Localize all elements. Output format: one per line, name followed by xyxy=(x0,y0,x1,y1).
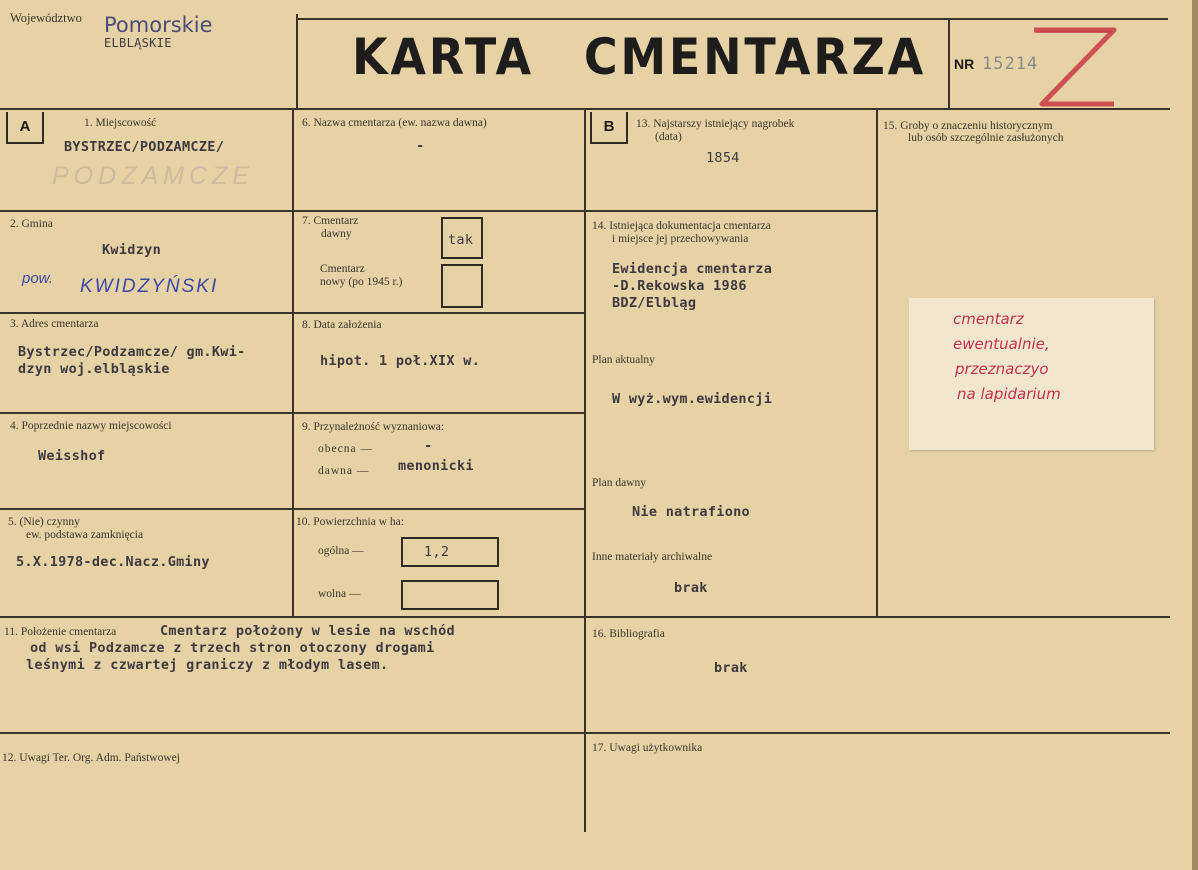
z-stamp-icon xyxy=(1030,24,1118,112)
plan-aktualny-label: Plan aktualny xyxy=(592,354,655,366)
handwritten-note xyxy=(909,298,1154,450)
field-2-handwritten-prefix: pow. xyxy=(22,270,53,287)
field-9-obecna-label: obecna — xyxy=(318,443,373,455)
wojewodztwo-typed: ELBLĄSKIE xyxy=(104,36,172,50)
field-7-label: 7. Cmentarz xyxy=(302,215,359,227)
wojewodztwo-value: Pomorskie xyxy=(104,13,213,37)
rule xyxy=(0,616,1170,618)
rule xyxy=(0,312,584,314)
field-10-wolna-box xyxy=(401,580,499,610)
field-14-sublabel: i miejsce jej przechowywania xyxy=(612,233,749,245)
field-6-value: - xyxy=(416,138,425,154)
field-11-value-line3: leśnymi z czwartej graniczy z młodym lasem. xyxy=(26,657,389,673)
field-5-value: 5.X.1978-dec.Nacz.Gminy xyxy=(16,554,210,570)
field-13-value: 1854 xyxy=(706,150,740,166)
section-a-marker: A xyxy=(6,112,44,144)
field-4-label: 4. Poprzednie nazwy miejscowości xyxy=(10,420,172,432)
rule xyxy=(298,18,1168,20)
field-10-ogolna-box xyxy=(401,537,499,567)
rule xyxy=(296,14,298,110)
field-12-label: 12. Uwagi Ter. Org. Adm. Państwowej xyxy=(2,752,180,764)
field-9-dawna-value: menonicki xyxy=(398,458,474,474)
field-14-value-line3: BDZ/Elbląg xyxy=(612,295,697,311)
note-line-2: ewentualnie, xyxy=(953,335,1050,353)
field-11-value-line1: Cmentarz położony w lesie na wschód xyxy=(160,623,455,639)
field-14-value-line1: Ewidencja cmentarza xyxy=(612,261,773,277)
field-16-value: brak xyxy=(714,660,748,676)
field-8-label: 8. Data założenia xyxy=(302,319,382,331)
note-line-4: na lapidarium xyxy=(957,385,1061,403)
card-edge xyxy=(1192,0,1198,870)
rule xyxy=(584,108,586,832)
field-10-wolna-label: wolna — xyxy=(318,588,361,600)
field-15-sublabel: lub osób szczególnie zasłużonych xyxy=(908,132,1064,144)
field-16-label: 16. Bibliografia xyxy=(592,628,665,640)
plan-dawny-label: Plan dawny xyxy=(592,477,646,489)
rule xyxy=(876,108,878,618)
field-1-label: 1. Miejscowość xyxy=(84,117,157,129)
rule xyxy=(0,732,1170,734)
field-7-dawny-value: tak xyxy=(448,232,474,248)
field-2-handwritten-value: KWIDZYŃSKI xyxy=(80,276,219,297)
inne-materialy-label: Inne materiały archiwalne xyxy=(592,551,713,563)
rule xyxy=(0,412,584,414)
field-5-sublabel: ew. podstawa zamknięcia xyxy=(26,529,144,541)
plan-aktualny-value: W wyż.wym.ewidencji xyxy=(612,391,773,407)
nr-label: NR xyxy=(954,56,975,72)
note-line-3: przeznaczyo xyxy=(955,360,1049,378)
field-10-ogolna-label: ogólna — xyxy=(318,545,364,557)
field-3-value-line1: Bystrzec/Podzamcze/ gm.Kwi- xyxy=(18,344,246,360)
rule xyxy=(0,508,584,510)
field-5-label: 5. (Nie) czynny xyxy=(8,516,80,528)
wojewodztwo-label: Województwo xyxy=(10,11,82,25)
field-10-ogolna-value: 1,2 xyxy=(424,544,450,560)
field-13-sublabel: (data) xyxy=(655,131,682,143)
field-7-nowy-sublabel: nowy (po 1945 r.) xyxy=(320,276,403,288)
field-2-value: Kwidzyn xyxy=(102,242,161,258)
field-9-obecna-value: - xyxy=(424,438,433,454)
field-4-value: Weisshof xyxy=(38,448,106,464)
field-7-nowy-box xyxy=(441,264,483,308)
field-14-value-line2: -D.Rekowska 1986 xyxy=(612,278,747,294)
plan-dawny-value: Nie natrafiono xyxy=(632,504,750,520)
field-15-label: 15. Groby o znaczeniu historycznym xyxy=(883,120,1053,132)
field-9-label: 9. Przynależność wyznaniowa: xyxy=(302,421,445,433)
field-14-label: 14. Istniejąca dokumentacja cmentarza xyxy=(592,220,771,232)
field-10-label: 10. Powierzchnia w ha: xyxy=(296,516,404,528)
field-11-value-line2: od wsi Podzamcze z trzech stron otoczony drogami xyxy=(30,640,435,656)
nr-value: 15214 xyxy=(982,54,1039,74)
field-8-value: hipot. 1 poł.XIX w. xyxy=(320,353,481,369)
field-1-faded-handwriting: PODZAMCZE xyxy=(52,162,254,190)
field-7-dawny-label: dawny xyxy=(321,228,352,240)
field-9-dawna-label: dawna — xyxy=(318,465,370,477)
field-7-nowy-label: Cmentarz xyxy=(320,263,365,275)
field-3-value-line2: dzyn woj.elbląskie xyxy=(18,361,170,377)
field-2-label: 2. Gmina xyxy=(10,218,53,230)
field-11-label: 11. Położenie cmentarza xyxy=(4,626,117,638)
rule xyxy=(948,18,950,110)
rule xyxy=(292,108,294,618)
section-b-marker: B xyxy=(590,112,628,144)
field-1-value: BYSTRZEC/PODZAMCZE/ xyxy=(64,139,225,155)
note-line-1: cmentarz xyxy=(953,310,1024,328)
field-17-label: 17. Uwagi użytkownika xyxy=(592,742,703,754)
rule xyxy=(0,210,876,212)
page-title: KARTA CMENTARZA xyxy=(352,28,926,86)
inne-materialy-value: brak xyxy=(674,580,708,596)
field-6-label: 6. Nazwa cmentarza (ew. nazwa dawna) xyxy=(302,117,487,129)
field-13-label: 13. Najstarszy istniejący nagrobek xyxy=(636,118,795,130)
field-3-label: 3. Adres cmentarza xyxy=(10,318,99,330)
